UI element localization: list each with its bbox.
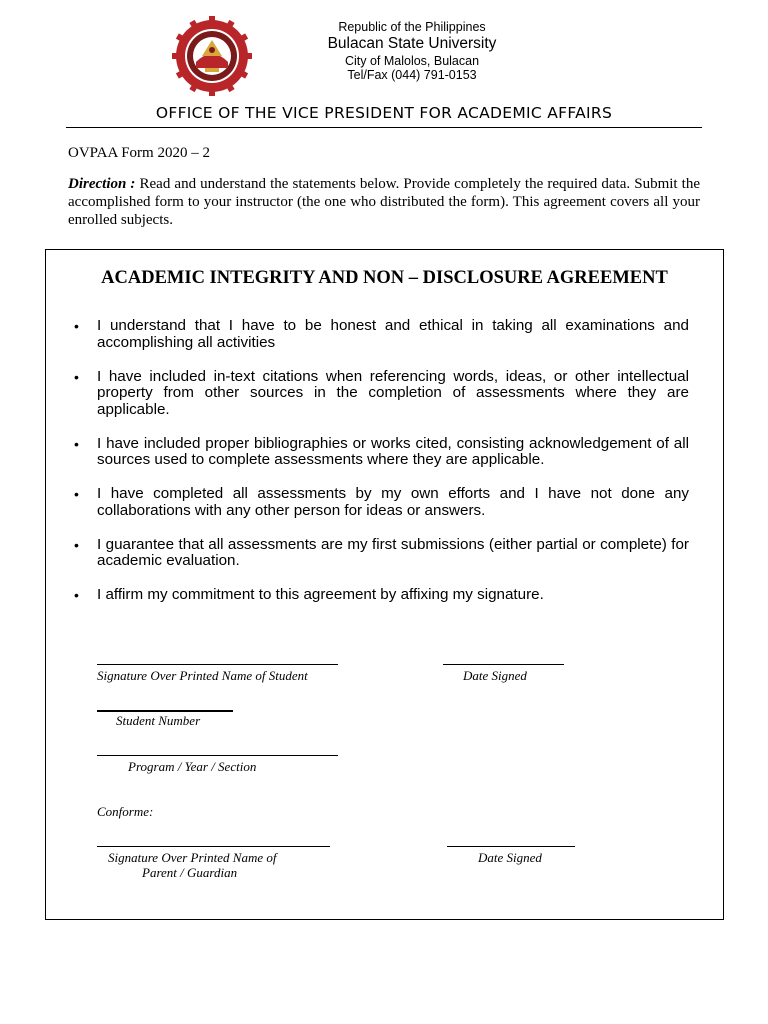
bullet-icon: • <box>74 536 79 553</box>
bullet-icon: • <box>74 318 79 334</box>
date-signed-caption: Date Signed <box>463 668 527 683</box>
office-title: OFFICE OF THE VICE PRESIDENT FOR ACADEMIC AFFAIRS <box>155 104 613 122</box>
direction-label: Direction : <box>68 176 136 192</box>
statement-item <box>74 434 689 469</box>
statement-text: I have included in-text citations when referencing words, ideas, or other intellectual property from other sources in the completion of assessments where they are applicable. <box>97 367 689 418</box>
header-divider <box>66 127 702 128</box>
university-name: Bulacan State University <box>327 35 497 52</box>
student-signature-caption: Signature Over Printed Name of Student <box>97 668 308 683</box>
direction-paragraph <box>68 175 700 229</box>
statement-text: I have included proper bibliographies or works cited, consisting acknowledgement of all sources used to complete assessments where they are applicable. <box>97 434 689 468</box>
agreement-statements <box>74 317 689 621</box>
guardian-date-line[interactable] <box>447 846 575 847</box>
bullet-icon: • <box>74 435 79 452</box>
guardian-signature-line[interactable] <box>97 846 330 847</box>
statement-item <box>74 317 689 351</box>
statement-item <box>74 485 689 519</box>
university-seal-logo <box>172 16 252 96</box>
student-signature-line[interactable] <box>97 664 338 665</box>
direction-text: Read and understand the statements below. Provide completely the required data. Submit the accomplished form to your instructor (the one who distributed the form). This agreement covers all your enrolled subjects. <box>68 176 700 228</box>
bullet-icon: • <box>74 486 79 502</box>
date-signed-line[interactable] <box>443 664 564 665</box>
statement-text: I understand that I have to be honest and ethical in taking all examinations and accomplishing all activities <box>97 317 689 351</box>
statement-text: I have completed all assessments by my own efforts and I have not done any collaborations with any other person for ideas or answers. <box>97 485 689 519</box>
statement-text: I guarantee that all assessments are my first submissions (either partial or complete) for academic evaluation. <box>97 535 689 569</box>
university-telfax: Tel/Fax (044) 791-0153 <box>347 68 477 82</box>
agreement-title: ACADEMIC INTEGRITY AND NON – DISCLOSURE AGREEMENT <box>101 268 668 288</box>
statement-item <box>74 586 689 604</box>
student-number-caption: Student Number <box>116 713 201 728</box>
statement-text: I affirm my commitment to this agreement by affixing my signature. <box>97 586 544 603</box>
program-caption: Program / Year / Section <box>128 759 257 774</box>
university-city: City of Malolos, Bulacan <box>344 54 480 68</box>
bullet-icon: • <box>74 587 79 603</box>
form-number: OVPAA Form 2020 – 2 <box>68 145 210 161</box>
guardian-signature-caption: Signature Over Printed Name of <box>108 850 277 865</box>
statement-item <box>74 367 689 419</box>
guardian-date-caption: Date Signed <box>478 850 542 865</box>
student-number-line[interactable] <box>97 710 233 712</box>
guardian-relationship-caption: Parent / Guardian <box>142 865 238 880</box>
conforme-label: Conforme: <box>97 804 154 819</box>
program-line[interactable] <box>97 755 338 756</box>
republic-line: Republic of the Philippines <box>338 20 486 34</box>
bullet-icon: • <box>74 368 79 385</box>
statement-item <box>74 535 689 570</box>
